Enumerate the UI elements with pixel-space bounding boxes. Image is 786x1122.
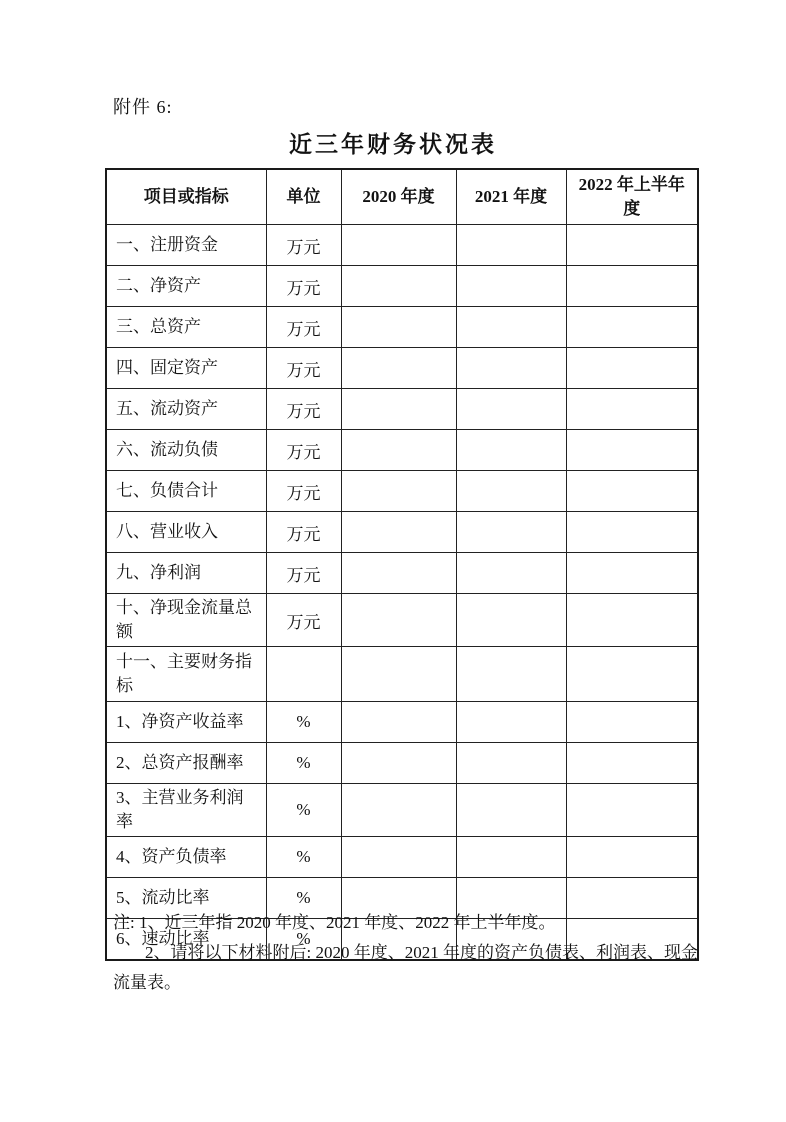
cell-2022h1 [566,594,698,647]
row-unit: 万元 [266,512,341,553]
row-item-label: 十、净现金流量总额 [106,594,266,647]
table-row-return-on-net-assets [106,702,698,743]
header-unit: 单位 [266,169,341,225]
header-item-or-indicator: 项目或指标 [106,169,266,225]
table-row-total-assets [106,307,698,348]
row-unit: 万元 [266,225,341,266]
row-unit: 万元 [266,553,341,594]
row-item-label: 七、负债合计 [106,471,266,512]
cell-2022h1 [566,348,698,389]
table-row-fixed-assets [106,348,698,389]
cell-2020 [341,512,456,553]
cell-2020 [341,266,456,307]
cell-2021 [456,348,566,389]
cell-2020 [341,702,456,743]
row-item-label: 六、流动负债 [106,430,266,471]
table-row-net-assets [106,266,698,307]
table-row-main-business-profit-margin [106,784,698,837]
row-item-label: 2、总资产报酬率 [106,743,266,784]
row-item-label: 5、流动比率 [106,878,266,919]
cell-2020 [341,837,456,878]
row-unit: 万元 [266,307,341,348]
table-row-registered-capital [106,225,698,266]
cell-2021 [456,647,566,702]
cell-2021 [456,553,566,594]
cell-2021 [456,307,566,348]
table-row-total-liabilities [106,471,698,512]
cell-2020 [341,784,456,837]
cell-2021 [456,837,566,878]
row-item-label: 6、速动比率 [106,919,266,961]
table-row-return-on-total-assets [106,743,698,784]
cell-2022h1 [566,512,698,553]
cell-2020 [341,471,456,512]
page-title: 近三年财务状况表 [289,132,497,157]
cell-2021 [456,743,566,784]
note-line-3: 流量表。 [113,973,181,992]
cell-2020 [341,743,456,784]
row-unit: % [266,837,341,878]
cell-2021 [456,702,566,743]
cell-2020 [341,225,456,266]
row-item-label: 十一、主要财务指标 [106,647,266,702]
footnotes [113,908,733,998]
cell-2022h1 [566,837,698,878]
cell-2022h1 [566,743,698,784]
header-first-half-2022: 2022 年上半年度 [566,169,698,225]
attachment-label: 附件 6: [113,97,173,117]
cell-2022h1 [566,266,698,307]
table-row-current-assets [106,389,698,430]
row-item-label: 八、营业收入 [106,512,266,553]
cell-2021 [456,430,566,471]
table-header-row [106,169,698,225]
cell-2022h1 [566,702,698,743]
row-item-label: 九、净利润 [106,553,266,594]
row-unit: % [266,919,341,961]
cell-2021 [456,594,566,647]
row-item-label: 一、注册资金 [106,225,266,266]
row-unit: % [266,702,341,743]
cell-2021 [456,471,566,512]
cell-2022h1 [566,553,698,594]
row-unit: % [266,784,341,837]
cell-2022h1 [566,430,698,471]
row-unit: 万元 [266,594,341,647]
header-year-2021: 2021 年度 [456,169,566,225]
row-item-label: 三、总资产 [106,307,266,348]
financial-status-table [105,168,699,961]
cell-2022h1 [566,389,698,430]
row-unit: % [266,878,341,919]
table-row-operating-revenue [106,512,698,553]
cell-2020 [341,647,456,702]
cell-2020 [341,307,456,348]
row-unit: 万元 [266,430,341,471]
cell-2020 [341,553,456,594]
table-row-main-financial-indicators [106,647,698,702]
table-row-net-profit [106,553,698,594]
row-item-label: 4、资产负债率 [106,837,266,878]
cell-2021 [456,784,566,837]
note-line-2: 2、请将以下材料附后: 2020 年度、2021 年度的资产负债表、利润表、现金 [145,943,698,962]
row-unit: % [266,743,341,784]
cell-2022h1 [566,307,698,348]
table-row-current-liabilities [106,430,698,471]
cell-2021 [456,266,566,307]
cell-2020 [341,594,456,647]
row-unit: 万元 [266,471,341,512]
cell-2022h1 [566,225,698,266]
cell-2020 [341,348,456,389]
row-item-label: 3、主营业务利润率 [106,784,266,837]
cell-2020 [341,389,456,430]
row-unit [266,647,341,702]
cell-2021 [456,512,566,553]
cell-2022h1 [566,647,698,702]
cell-2021 [456,225,566,266]
row-item-label: 四、固定资产 [106,348,266,389]
row-item-label: 二、净资产 [106,266,266,307]
cell-2022h1 [566,471,698,512]
table-row-total-net-cash-flow [106,594,698,647]
row-unit: 万元 [266,266,341,307]
row-item-label: 1、净资产收益率 [106,702,266,743]
row-unit: 万元 [266,389,341,430]
row-unit: 万元 [266,348,341,389]
row-item-label: 五、流动资产 [106,389,266,430]
header-year-2020: 2020 年度 [341,169,456,225]
table-row-asset-liability-ratio [106,837,698,878]
cell-2022h1 [566,784,698,837]
cell-2020 [341,430,456,471]
note-line-1: 注: 1、近三年指 2020 年度、2021 年度、2022 年上半年度。 [113,913,556,932]
cell-2021 [456,389,566,430]
